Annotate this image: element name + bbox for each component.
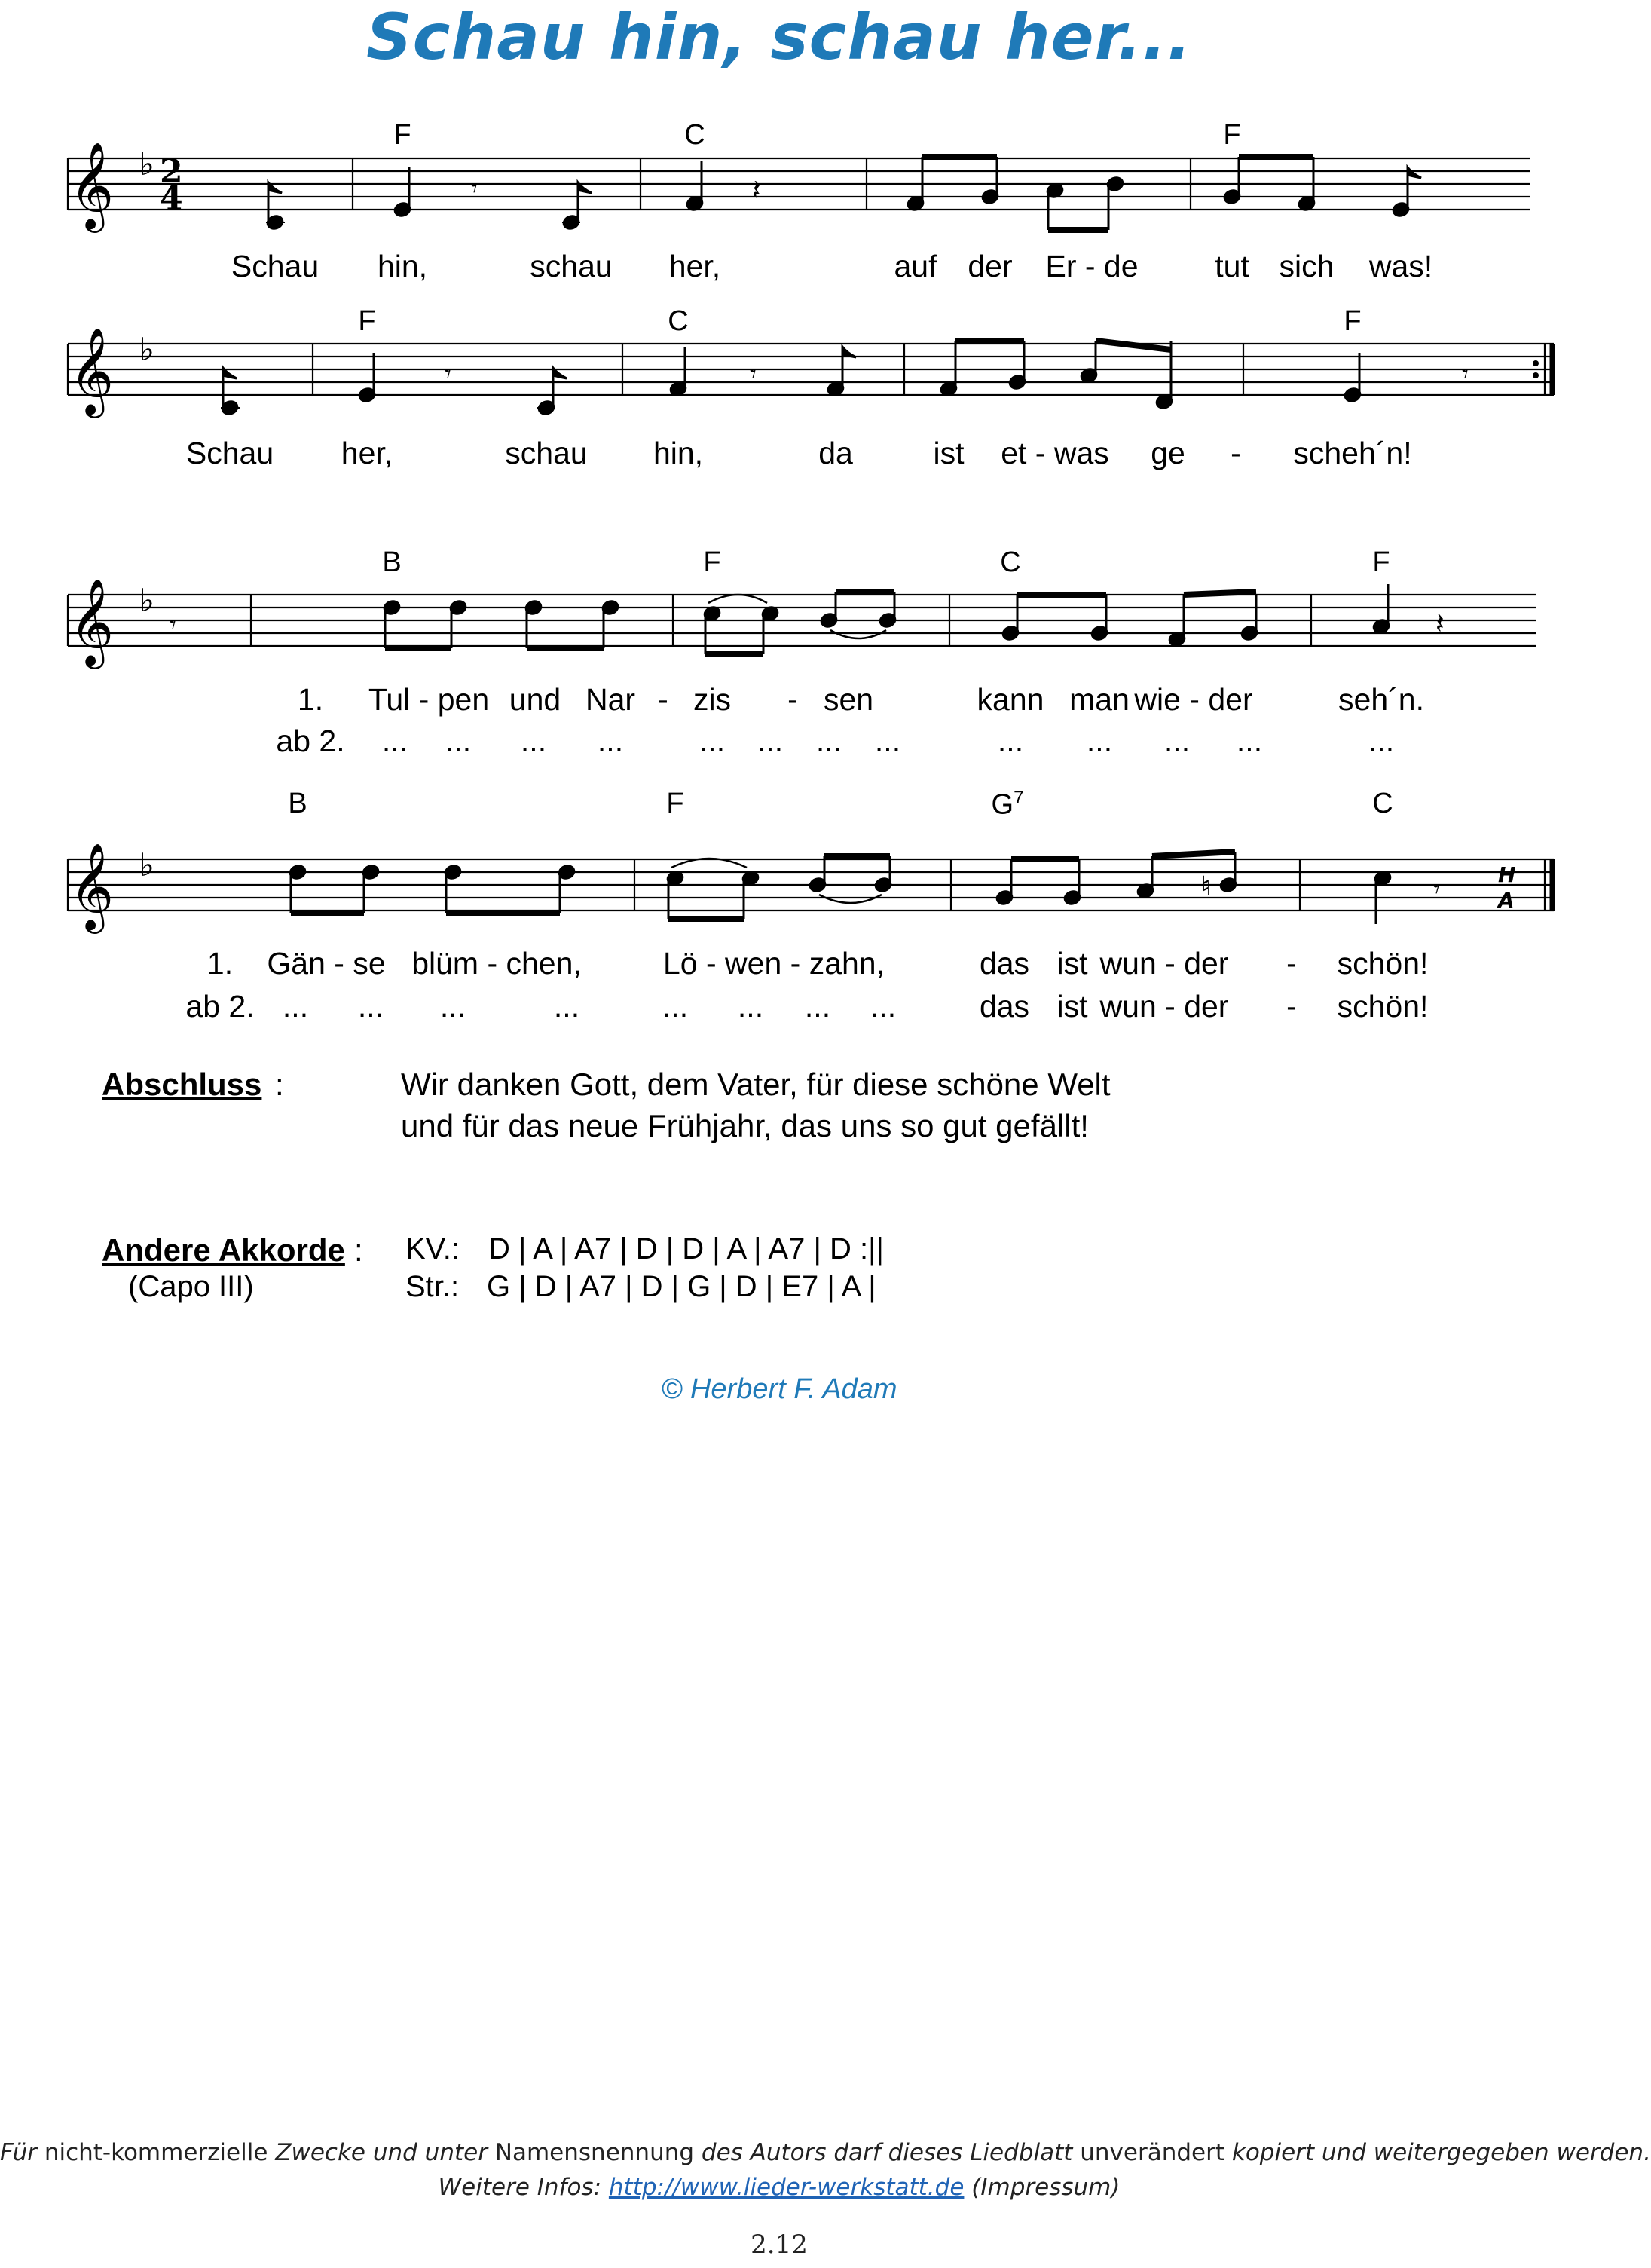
svg-text:𝄽: 𝄽 bbox=[1435, 607, 1445, 640]
lyric-syllable: ... bbox=[997, 724, 1024, 758]
lyric-syllable: was! bbox=[1368, 249, 1433, 283]
fine-mark bbox=[1497, 862, 1515, 913]
lyric-syllable: ... bbox=[815, 724, 842, 758]
lyric-syllable: schau bbox=[505, 436, 588, 470]
flat-sign: ♭ bbox=[139, 145, 154, 182]
lyric-syllable: man bbox=[1069, 682, 1130, 717]
staff bbox=[0, 776, 1558, 1018]
license-footer-line-2 bbox=[0, 2174, 1558, 2201]
chord-symbol: B bbox=[382, 546, 402, 578]
svg-text:2: 2 bbox=[160, 152, 183, 191]
treble-clef: 𝄞 bbox=[69, 141, 115, 229]
svg-text:𝄽: 𝄽 bbox=[752, 173, 761, 207]
closing-verse-label: Abschluss bbox=[102, 1067, 262, 1102]
lyric-syllable: wun - der bbox=[1099, 946, 1229, 981]
lyric-syllable: ... bbox=[445, 724, 472, 758]
lyric-syllable: das bbox=[979, 989, 1030, 1024]
svg-text:H: H bbox=[1498, 862, 1516, 887]
footer-text: Zwecke und unter bbox=[268, 2139, 495, 2166]
footer-emphasis: Namensnennung bbox=[494, 2139, 695, 2166]
lyric-syllable: ... bbox=[1368, 724, 1395, 758]
footer-text: Weitere Infos: bbox=[438, 2174, 609, 2201]
footer-emphasis: unverändert bbox=[1080, 2139, 1225, 2166]
music-system-3 bbox=[0, 535, 1558, 776]
lyric-syllable: - bbox=[1286, 946, 1297, 981]
lyric-syllable: ... bbox=[439, 989, 466, 1024]
lyric-syllable: das bbox=[979, 946, 1030, 981]
footer-text: Für bbox=[0, 2139, 44, 2166]
chord-symbol: F bbox=[1372, 546, 1390, 578]
treble-clef: 𝄞 bbox=[69, 326, 115, 415]
lyric-syllable: ... bbox=[520, 724, 547, 758]
lyric-syllable: blüm - chen, bbox=[411, 946, 582, 981]
lyric-syllable: ... bbox=[757, 724, 784, 758]
verse-number: 1. bbox=[297, 682, 324, 717]
lyric-syllable: Er - de bbox=[1045, 249, 1139, 283]
chord-extension: 7 bbox=[1014, 788, 1024, 808]
lyric-syllable: hin, bbox=[653, 436, 704, 470]
svg-text:4: 4 bbox=[160, 179, 183, 218]
lyric-syllable: - bbox=[1231, 436, 1241, 470]
lyric-syllable: et - was bbox=[1001, 436, 1109, 470]
lyric-syllable: schön! bbox=[1337, 989, 1429, 1024]
footer-text: des Autors darf dieses Liedblatt bbox=[694, 2139, 1081, 2166]
verse-number: ab 2. bbox=[276, 724, 345, 758]
flat-sign: ♭ bbox=[139, 331, 154, 368]
svg-text:𝄾: 𝄾 bbox=[170, 610, 177, 640]
svg-text:𝄾: 𝄾 bbox=[471, 173, 478, 204]
lyric-syllable: ist bbox=[1056, 946, 1088, 981]
time-signature bbox=[160, 152, 183, 218]
chord-symbol: $G^7$ bbox=[991, 788, 1024, 821]
footer-emphasis: nicht-kommerzielle bbox=[44, 2139, 268, 2166]
lyric-syllable: der bbox=[968, 249, 1013, 283]
lyric-syllable: ... bbox=[737, 989, 764, 1024]
website-link[interactable]: http://www.lieder-werkstatt.de bbox=[608, 2174, 965, 2201]
verse-number: 1. bbox=[206, 946, 234, 981]
lyric-syllable: sen bbox=[823, 682, 874, 717]
label-colon: : bbox=[275, 1067, 284, 1102]
lyric-syllable: schön! bbox=[1337, 946, 1429, 981]
svg-text:♮: ♮ bbox=[1201, 871, 1211, 902]
verse-chords: G | D | A7 | D | G | D | E7 | A | bbox=[487, 1270, 876, 1303]
lyric-syllable: ... bbox=[597, 724, 624, 758]
music-system-4 bbox=[0, 776, 1558, 1024]
lyric-syllable: wun - der bbox=[1099, 989, 1229, 1024]
lyric-syllable: scheh´n! bbox=[1293, 436, 1412, 470]
verse-chords-label: Str.: bbox=[405, 1270, 460, 1303]
flat-sign: ♭ bbox=[139, 846, 154, 883]
lyric-syllable: ... bbox=[1163, 724, 1191, 758]
chord-symbol: C bbox=[684, 119, 705, 151]
lyric-syllable: zis bbox=[693, 682, 732, 717]
chord-symbol: C bbox=[1000, 546, 1021, 578]
lyric-syllable: ge bbox=[1151, 436, 1185, 470]
footer-text: (Impressum) bbox=[964, 2174, 1121, 2201]
lyric-syllable: hin, bbox=[377, 249, 428, 283]
verse-number: ab 2. bbox=[185, 989, 255, 1024]
lyric-syllable: her, bbox=[668, 249, 721, 283]
music-system-2 bbox=[0, 294, 1558, 490]
lyric-syllable: Nar bbox=[585, 682, 636, 717]
closing-verse-line: Wir danken Gott, dem Vater, für diese schöne Welt bbox=[401, 1067, 1111, 1102]
chorus-chords-label: KV.: bbox=[405, 1232, 460, 1266]
treble-clef: 𝄞 bbox=[69, 842, 115, 930]
lyric-syllable: ... bbox=[874, 724, 901, 758]
copyright-notice: © Herbert F. Adam bbox=[661, 1373, 897, 1405]
label-colon: : bbox=[354, 1232, 363, 1268]
license-footer-line-1 bbox=[0, 2139, 1651, 2166]
lyric-syllable: ... bbox=[804, 989, 831, 1024]
lyric-syllable: ... bbox=[870, 989, 897, 1024]
flat-sign: ♭ bbox=[139, 582, 154, 619]
repeat-dot bbox=[1533, 360, 1539, 366]
lyric-syllable: ist bbox=[1056, 989, 1088, 1024]
lyric-syllable: tut bbox=[1215, 249, 1249, 283]
lyric-syllable: her, bbox=[341, 436, 393, 470]
lyric-syllable: kann bbox=[977, 682, 1044, 717]
treble-clef: 𝄞 bbox=[69, 577, 115, 666]
chord-symbol: F bbox=[703, 546, 721, 578]
lyric-syllable: ... bbox=[1236, 724, 1263, 758]
alternative-chords-label: Andere Akkorde bbox=[102, 1232, 345, 1268]
capo-note: (Capo III) bbox=[128, 1270, 254, 1303]
chord-symbol: F bbox=[1344, 305, 1362, 337]
music-system-1 bbox=[0, 106, 1558, 301]
lyric-syllable: Lö - wen - zahn, bbox=[663, 946, 885, 981]
chord-symbol: F bbox=[393, 119, 411, 151]
lyric-syllable: Gän - se bbox=[267, 946, 386, 981]
lyric-syllable: - bbox=[1286, 989, 1297, 1024]
lyric-syllable: ... bbox=[381, 724, 408, 758]
lyric-syllable: - bbox=[787, 682, 798, 717]
chord-symbol: C bbox=[668, 305, 689, 337]
lyric-syllable: ... bbox=[282, 989, 309, 1024]
lyric-syllable: auf bbox=[894, 249, 937, 283]
lyric-syllable: wie - der bbox=[1134, 682, 1253, 717]
lyric-syllable: ... bbox=[662, 989, 689, 1024]
chord-symbol: B bbox=[288, 788, 307, 819]
chord-symbol: F bbox=[666, 788, 684, 819]
chord-symbol: C bbox=[1372, 788, 1393, 819]
svg-text:A: A bbox=[1498, 888, 1515, 913]
repeat-dot bbox=[1533, 372, 1539, 378]
lyric-syllable: ist bbox=[933, 436, 965, 470]
svg-text:𝄾: 𝄾 bbox=[1433, 874, 1441, 904]
lyric-syllable: - bbox=[658, 682, 668, 717]
chorus-chords: D | A | A7 | D | D | A | A7 | D :|| bbox=[488, 1232, 884, 1266]
lyric-syllable: da bbox=[818, 436, 853, 470]
closing-verse-line: und für das neue Frühjahr, das uns so gut gefällt! bbox=[401, 1108, 1089, 1143]
svg-text:𝄾: 𝄾 bbox=[1462, 359, 1469, 389]
lyric-syllable: ... bbox=[357, 989, 384, 1024]
lyric-syllable: seh´n. bbox=[1338, 682, 1424, 717]
lyric-syllable: ... bbox=[1086, 724, 1113, 758]
lyric-syllable: sich bbox=[1279, 249, 1335, 283]
lyric-syllable: schau bbox=[530, 249, 613, 283]
lyric-syllable: ... bbox=[699, 724, 726, 758]
lyric-syllable: Tul - pen bbox=[368, 682, 490, 717]
footer-text: kopiert und weitergegeben werden. bbox=[1224, 2139, 1651, 2166]
lyric-syllable: ... bbox=[553, 989, 580, 1024]
chord-symbol: F bbox=[1223, 119, 1241, 151]
page-number: 2.12 bbox=[751, 2230, 808, 2260]
lyric-syllable: Schau bbox=[231, 249, 319, 283]
svg-text:𝄾: 𝄾 bbox=[750, 359, 757, 389]
chord-symbol: F bbox=[358, 305, 376, 337]
svg-text:𝄾: 𝄾 bbox=[445, 359, 452, 389]
lyric-syllable: und bbox=[509, 682, 561, 717]
lyric-syllable: Schau bbox=[185, 436, 274, 470]
song-title: Schau hin, schau her... bbox=[366, 0, 1192, 74]
